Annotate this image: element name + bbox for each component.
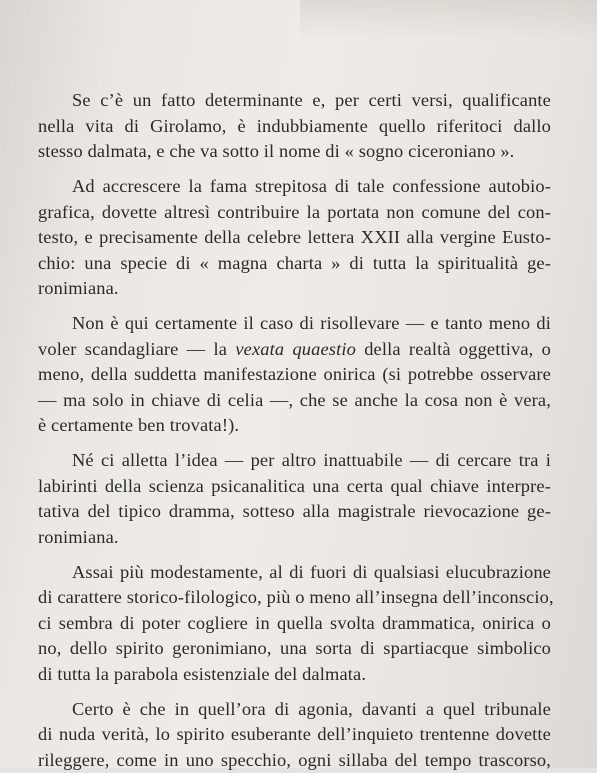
text-line <box>38 337 551 363</box>
text-line: Non è qui certamente il caso di risollevare — e tanto meno di <box>38 311 551 337</box>
text-line: — ma solo in chiave di celia —, che se anche la cosa non è vera, <box>38 388 551 414</box>
text-line: no, dello spirito geronimiano, una sorta di spartiacque simbolico <box>38 636 551 662</box>
text-line: Né ci alletta l’idea — per altro inattuabile — di cercare tra i <box>38 448 551 474</box>
text-line: tativa del tipico dramma, sotteso alla magistrale rievocazione ge- <box>38 499 551 525</box>
text-line: ronimiana. <box>38 276 551 302</box>
text-line: testo, e precisamente della celebre lettera XXII alla vergine Eusto- <box>38 225 551 251</box>
text-segment: voler scandagliare — la <box>38 339 235 359</box>
text-line: rileggere, come in uno specchio, ogni sillaba del tempo trascorso, <box>38 748 551 773</box>
paragraph-1 <box>38 88 551 165</box>
text-line: meno, della suddetta manifestazione onirica (si potrebbe osservare <box>38 362 551 388</box>
text-line: Assai più modestamente, al di fuori di qualsiasi elucubrazione <box>38 560 551 586</box>
paragraph-4 <box>38 448 551 550</box>
text-line: nella vita di Girolamo, è indubbiamente quello riferitoci dallo <box>38 114 551 140</box>
text-segment: della realtà oggettiva, o <box>356 339 551 359</box>
paragraph-2 <box>38 174 551 302</box>
text-line: Se c’è un fatto determinante e, per certi versi, qualificante <box>38 88 551 114</box>
paragraph-5 <box>38 560 551 688</box>
text-line: labirinti della scienza psicanalitica una certa qual chiave interpre- <box>38 474 551 500</box>
text-line: è certamente ben trovata!). <box>38 413 551 439</box>
paragraph-3 <box>38 311 551 439</box>
text-line: di tutta la parabola esistenziale del dalmata. <box>38 662 551 688</box>
paragraph-6 <box>38 697 551 773</box>
text-line: ci sembra di poter cogliere in quella svolta drammatica, onirica o <box>38 611 551 637</box>
text-line: Certo è che in quell’ora di agonia, davanti a quel tribunale <box>38 697 551 723</box>
text-line: grafica, dovette altresì contribuire la portata non comune del con- <box>38 200 551 226</box>
text-line: chio: una specie di « magna charta » di tutta la spiritualità ge- <box>38 251 551 277</box>
page-shadow <box>300 0 597 40</box>
text-line: ronimiana. <box>38 525 551 551</box>
text-line: di carattere storico-filologico, più o meno all’insegna dell’inconscio, <box>38 585 551 611</box>
body-text <box>38 88 551 773</box>
text-line: di nuda verità, lo spirito esuberante dell’inquieto trentenne dovette <box>38 722 551 748</box>
text-line: stesso dalmata, e che va sotto il nome di « sogno ciceroniano ». <box>38 139 551 165</box>
text-line: Ad accrescere la fama strepitosa di tale confessione autobio- <box>38 174 551 200</box>
latin-phrase: vexata quaestio <box>235 339 356 359</box>
